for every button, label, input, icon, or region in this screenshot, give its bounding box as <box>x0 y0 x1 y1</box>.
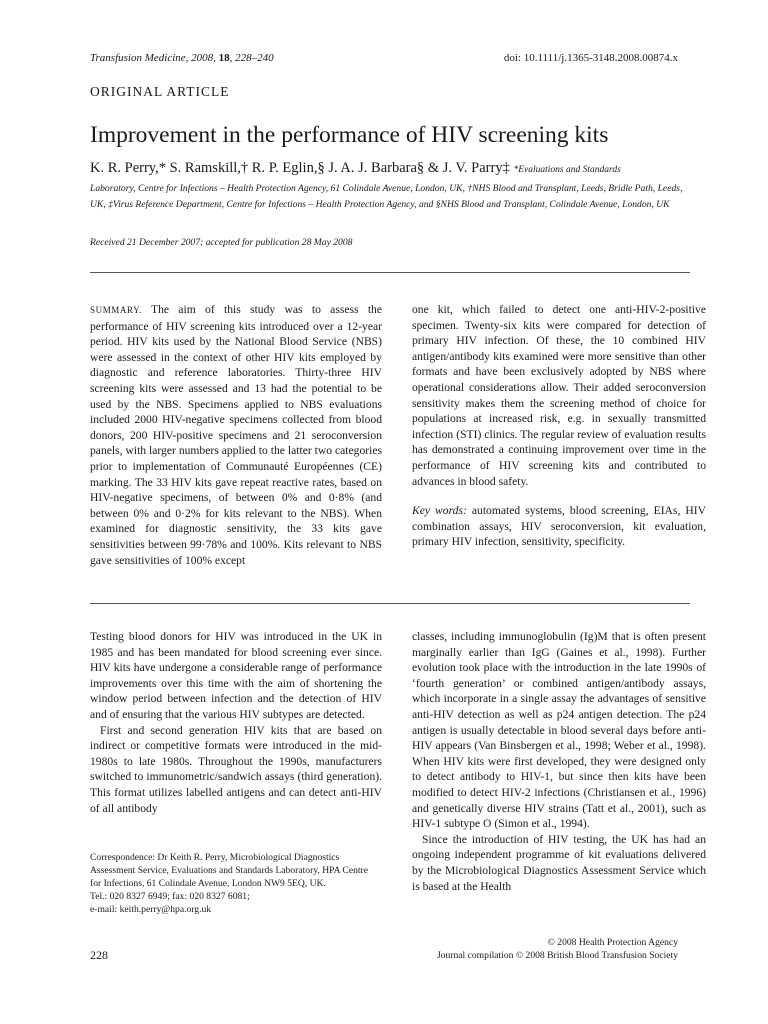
divider-top <box>90 272 690 273</box>
correspondence-address: Correspondence: Dr Keith R. Perry, Microbiological Diagnostics Assessment Service, Evaluations and Standards Laboratory, HPA Centre for Infections, 61 Colindale Avenue, London NW9 5EQ, UK. <box>90 852 368 889</box>
abstract-right-column <box>412 302 706 550</box>
copyright <box>437 936 678 962</box>
authors: K. R. Perry,* S. Ramskill,† R. P. Eglin,§ J. A. J. Barbara§ & J. V. Parry‡ <box>90 160 510 176</box>
body-paragraph: Since the introduction of HIV testing, the UK has had an ongoing independent programme of kit evaluations delivered by the Microbiological Diagnostics Assessment Service which is based at the Health <box>412 832 706 893</box>
body-paragraph: Testing blood donors for HIV was introduced in the UK in 1985 and has been mandated for blood screening ever since. HIV kits have undergone a considerable range of performance improvements over this time with the aim of shortening the window period between infection and the detection of HIV and of ensuring that the various HIV subtypes are detected. <box>90 630 382 721</box>
article-title: Improvement in the performance of HIV screening kits <box>90 122 609 148</box>
correspondence-phone: Tel.: 020 8327 6949; fax: 020 8327 6081; <box>90 891 250 902</box>
affiliations: Laboratory, Centre for Infections – Health Protection Agency, 61 Colindale Avenue, London, UK, †NHS Blood and Transplant, Leeds, Bridle Path, Leeds, UK, ‡Virus Reference Department, Centre for Infections – Health Protection Agency, and §NHS Blood and Transplant, Colindale Avenue, London, UK <box>90 183 683 210</box>
journal-pages: , 228–240 <box>229 52 274 64</box>
keywords <box>412 503 706 550</box>
article-type: ORIGINAL ARTICLE <box>90 84 230 99</box>
journal-year: , 2008, <box>185 52 219 64</box>
abstract-text-left: The aim of this study was to assess the performance of HIV screening kits introduced over a 12-year period. HIV kits used by the National Blood Service (NBS) were assessed in the context of other HIV kits employed by diagnostic and reference laboratories. Thirty-three HIV screening kits were assessed and 13 had the potential to be used by the NBS. Specimens applied to NBS evaluations included 2000 HIV-negative specimens collected from blood donors, 200 HIV-positive specimens and 21 seroconversion panels, with larger numbers applied to the latter two categories prior to implementation of Communauté Européennes (CE) marking. The 33 HIV kits gave repeat reactive rates, based on HIV-negative specimens, of between 0% and 0·8% (and between 0% and 0·2% for kits relevant to the NBS). When examined for diagnostic sensitivity, the 33 kits gave sensitivities between 99·78% and 100%. Kits relevant to NBS gave sensitivities of 100% except <box>90 303 382 567</box>
keywords-label: Key words: <box>412 504 467 518</box>
doi[interactable]: doi: 10.1111/j.1365-3148.2008.00874.x <box>503 52 678 64</box>
journal-name: Transfusion Medicine <box>90 52 186 64</box>
copyright-line-2: Journal compilation © 2008 British Blood Transfusion Society <box>436 950 678 961</box>
correspondence-email[interactable]: e-mail: keith.perry@hpa.org.uk <box>90 904 212 915</box>
journal-volume: 18 <box>218 52 230 64</box>
page-number: 228 <box>90 948 108 962</box>
abstract-left-column <box>90 302 382 568</box>
summary-label: SUMMARY. <box>90 305 142 315</box>
author-list <box>90 159 710 179</box>
body-left-column <box>90 629 382 816</box>
keywords-text: automated systems, blood screening, EIAs, HIV combination assays, HIV seroconversion, kit evaluation, primary HIV infection, sensitivity, specificity. <box>412 504 706 549</box>
copyright-line-1: © 2008 Health Protection Agency <box>547 937 678 948</box>
abstract-text-right: one kit, which failed to detect one anti-HIV-2-positive specimen. Twenty-six kits were compared for detection of primary HIV infection. Of these, the 10 combined HIV antigen/antibody kits examined were more sensitive than other formats and have been exclusively adopted by NBS where operational considerations allow. Their added seroconversion sensitivity makes them the screening method of choice for populations at increased risk, e.g. in sexually transmitted infection (STI) clinics. The regular review of evaluation results has demonstrated a continuing improvement over time in the performance of HIV screening kits and contributed to advances in blood safety. <box>412 303 706 488</box>
correspondence <box>90 851 380 916</box>
body-paragraph: First and second generation HIV kits that are based on indirect or competitive formats were introduced in the mid-1980s to late 1980s. Throughout the 1990s, manufacturers switched to immunometric/sandwich assays (third generation). This format utilizes labelled antigens and can detect anti-HIV of all antibody <box>90 723 382 815</box>
affiliation-start: *Evaluations and Standards <box>513 165 621 175</box>
divider-middle <box>90 603 690 604</box>
received-dates: Received 21 December 2007; accepted for publication 28 May 2008 <box>90 237 353 248</box>
body-right-column <box>412 629 706 894</box>
body-paragraph: classes, including immunoglobulin (Ig)M that is often present marginally earlier than IgG (Gaines et al., 1998). Further evolution took place with the introduction in the late 1990s of ‘fourth generation’ or combined antigen/antibody assays, which incorporate in a single assay the advantages of sensitive anti-HIV detection as well as p24 antigen detection. The p24 antigen is usually detectable in blood several days before anti-HIV appears (Van Binsbergen et al., 1998; Weber et al., 1998). When HIV kits were first developed, they were designed only to detect antibody to HIV-1, but since then kits have been modified to detect HIV-2 infections (Christiansen et al., 1996) and genetically diverse HIV strains (Tatt et al., 2001), such as HIV-1 subtype O (Simon et al., 1994). <box>412 630 706 831</box>
journal-citation <box>90 52 274 64</box>
